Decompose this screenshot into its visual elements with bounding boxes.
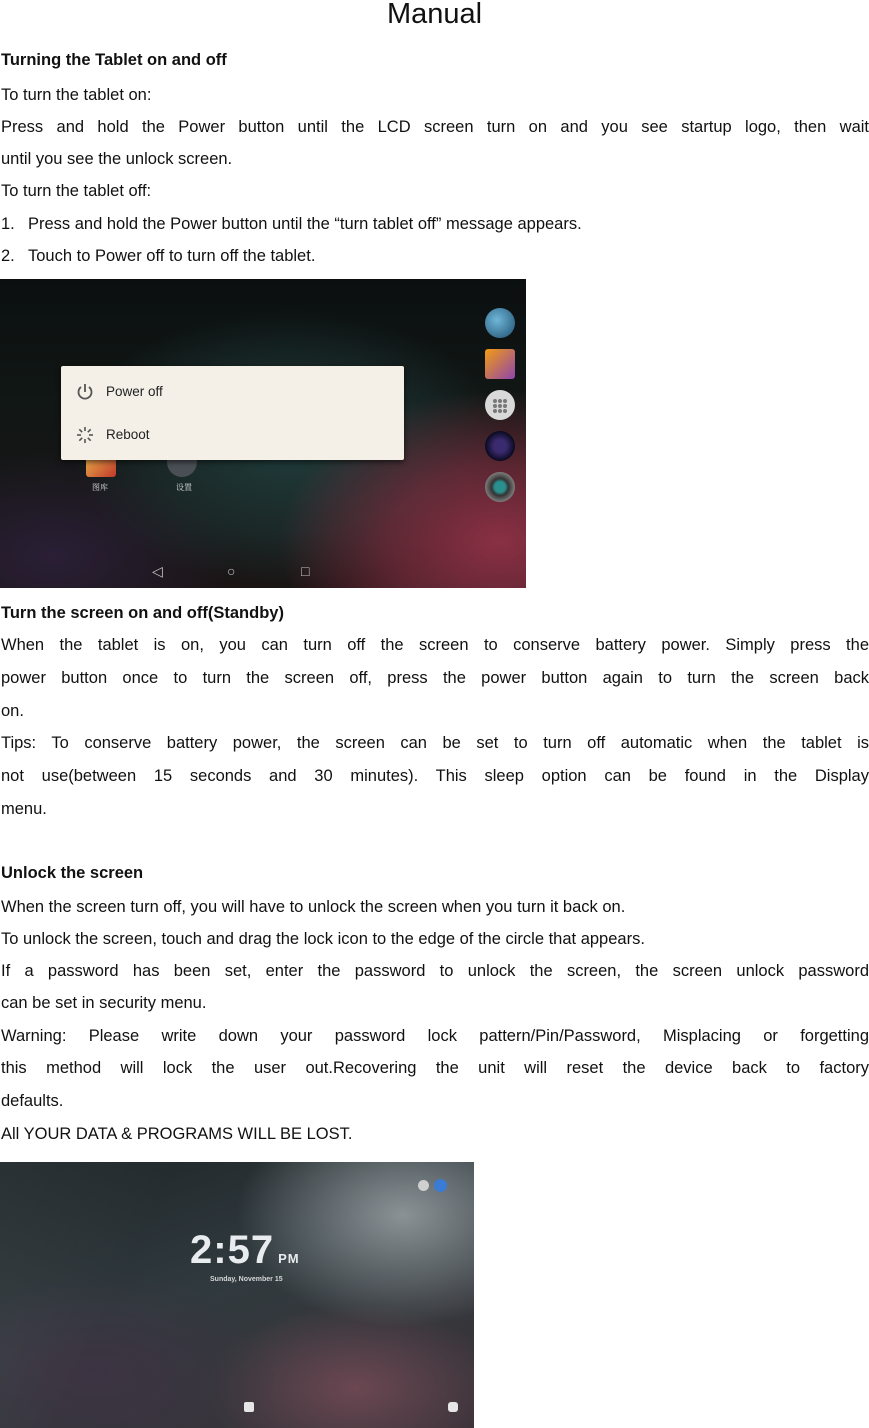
reboot-label: Reboot — [106, 427, 150, 442]
standby-text-line3: on. — [1, 702, 24, 720]
standby-text-line1: When the tablet is on, you can turn off the screen to conserve battery power. Simply press the — [1, 636, 869, 654]
lock-icon[interactable] — [244, 1402, 254, 1412]
unlock-text-line2: To unlock the screen, touch and drag the lock icon to the edge of the circle that appears. — [1, 930, 645, 948]
gallery-icon — [485, 349, 515, 379]
user-avatar-icon — [434, 1179, 447, 1192]
apps-icon — [485, 390, 515, 420]
power-off-option[interactable] — [61, 370, 404, 414]
back-nav-icon[interactable]: ◁ — [152, 563, 163, 579]
step-item — [1, 244, 315, 268]
section-heading-power: Turning the Tablet on and off — [1, 51, 227, 69]
unlock-text-line4: can be set in security menu. — [1, 994, 207, 1012]
section-heading-standby: Turn the screen on and off(Standby) — [1, 604, 284, 622]
section-heading-unlock: Unlock the screen — [1, 864, 144, 882]
unlock-text-line3: If a password has been set, enter the password to unlock the screen, the screen unlock password — [1, 962, 869, 980]
power-icon — [75, 382, 95, 402]
recents-nav-icon[interactable]: □ — [301, 563, 310, 579]
tips-text-line2: not use(between 15 seconds and 30 minutes). This sleep option can be found in the Display — [1, 767, 869, 785]
music-icon — [485, 431, 515, 461]
clock-time: 2:57 — [190, 1228, 275, 1272]
turn-off-label: To turn the tablet off: — [1, 182, 152, 200]
lock-screen-date: Sunday, November 15 — [210, 1276, 283, 1283]
warning-text-line3: defaults. — [1, 1092, 64, 1110]
power-menu-screenshot — [0, 279, 526, 588]
clock-ampm: PM — [278, 1251, 300, 1266]
home-icon-label: 设置 — [176, 483, 192, 492]
warning-text-line2: this method will lock the user out.Recovering the unit will reset the device back to factory — [1, 1059, 869, 1077]
warning-text-line1: Warning: Please write down your password lock pattern/Pin/Password, Misplacing or forgetting — [1, 1027, 869, 1045]
step-text: Press and hold the Power button until the “turn tablet off” message appears. — [28, 215, 582, 233]
power-options-dialog — [61, 366, 404, 460]
camera-shortcut-icon[interactable] — [448, 1402, 458, 1412]
reboot-icon — [75, 425, 95, 445]
standby-text-line2: power button once to turn the screen off, press the power button again to turn the screen back — [1, 669, 869, 687]
reboot-option[interactable] — [61, 413, 404, 457]
turn-on-text-line2: until you see the unlock screen. — [1, 150, 233, 168]
status-icon — [418, 1180, 429, 1191]
power-off-label: Power off — [106, 384, 163, 399]
tips-text-line3: menu. — [1, 800, 47, 818]
step-number: 2. — [1, 247, 15, 265]
camera-icon — [485, 472, 515, 502]
data-loss-warning: All YOUR DATA & PROGRAMS WILL BE LOST. — [1, 1125, 353, 1143]
browser-icon — [485, 308, 515, 338]
step-number: 1. — [1, 215, 15, 233]
turn-on-text-line1: Press and hold the Power button until the LCD screen turn on and you see startup logo, then wait — [1, 118, 869, 136]
lock-screen-clock — [190, 1228, 300, 1273]
home-nav-icon[interactable]: ○ — [227, 563, 236, 579]
turn-on-label: To turn the tablet on: — [1, 86, 152, 104]
unlock-text-line1: When the screen turn off, you will have to unlock the screen when you turn it back on. — [1, 898, 626, 916]
step-text: Touch to Power off to turn off the tablet. — [28, 247, 316, 265]
page-title: Manual — [386, 0, 483, 30]
tips-text-line1: Tips: To conserve battery power, the screen can be set to turn off automatic when the tablet is — [1, 734, 869, 752]
lock-screen-photo — [0, 1162, 474, 1428]
home-icon-label: 图库 — [92, 483, 108, 492]
step-item — [1, 212, 582, 236]
